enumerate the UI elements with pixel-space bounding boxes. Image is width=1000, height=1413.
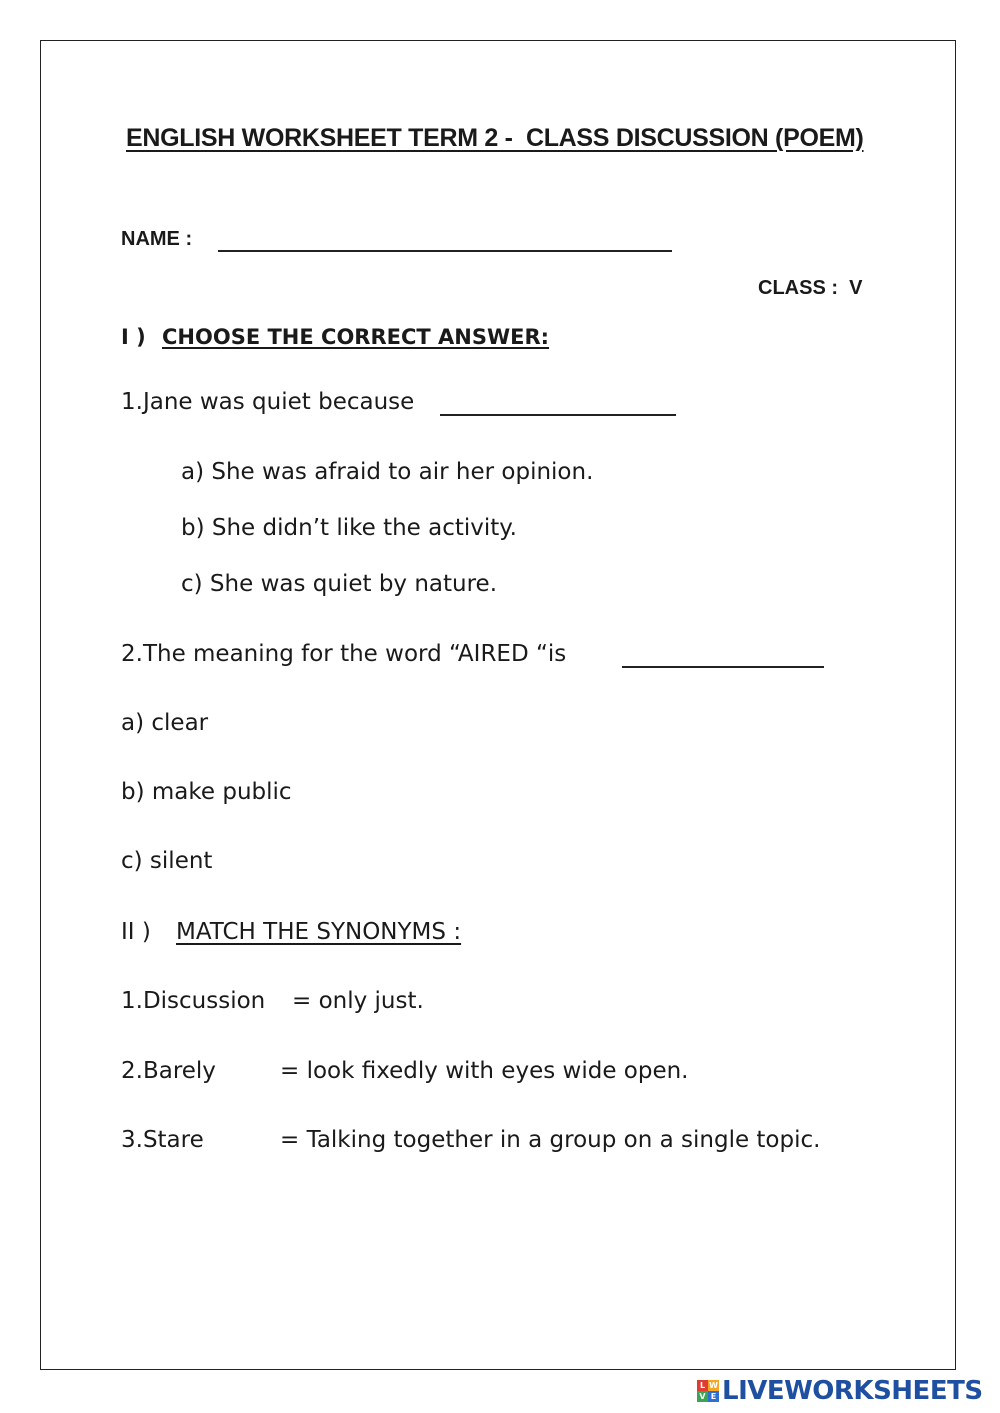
question-1-text: 1.Jane was quiet because [121,389,415,415]
match-word-2[interactable]: 2.Barely [121,1058,216,1084]
question-2-option-b[interactable]: b) make public [121,779,292,805]
question-1-blank[interactable] [440,414,676,416]
question-2-option-a[interactable]: a) clear [121,710,209,736]
liveworksheets-logo-icon [697,1380,719,1402]
match-word-1[interactable]: 1.Discussion [121,988,266,1014]
worksheet-title: ENGLISH WORKSHEET TERM 2 - CLASS DISCUSSION (POEM) [126,124,864,152]
name-input-line[interactable] [218,250,672,252]
logo-letter-v: V [697,1391,708,1402]
match-meaning-3[interactable]: = Talking together in a group on a single topic. [280,1127,821,1153]
name-label: NAME : [121,228,193,250]
section-1-title: CHOOSE THE CORRECT ANSWER: [162,325,550,349]
question-1-option-b[interactable]: b) She didn’t like the activity. [181,515,517,541]
section-1-number: I ) [121,325,146,349]
match-meaning-1[interactable]: = only just. [292,988,424,1014]
section-2-title: MATCH THE SYNONYMS : [176,919,462,945]
class-label: CLASS : V [758,277,863,299]
section-2-number: II ) [121,919,151,945]
liveworksheets-brand: LIVEWORKSHEETS [722,1376,983,1406]
question-2-option-c[interactable]: c) silent [121,848,213,874]
match-word-3[interactable]: 3.Stare [121,1127,204,1153]
question-1-option-c[interactable]: c) She was quiet by nature. [181,571,498,597]
match-meaning-2[interactable]: = look fixedly with eyes wide open. [280,1058,689,1084]
liveworksheets-footer [697,1378,983,1404]
question-1-option-a[interactable]: a) She was afraid to air her opinion. [181,459,594,485]
question-2-blank[interactable] [622,666,824,668]
logo-letter-l: L [697,1380,708,1391]
logo-letter-e: E [708,1391,719,1402]
question-2-text: 2.The meaning for the word “AIRED “is [121,641,567,667]
logo-letter-w: W [709,1381,718,1390]
